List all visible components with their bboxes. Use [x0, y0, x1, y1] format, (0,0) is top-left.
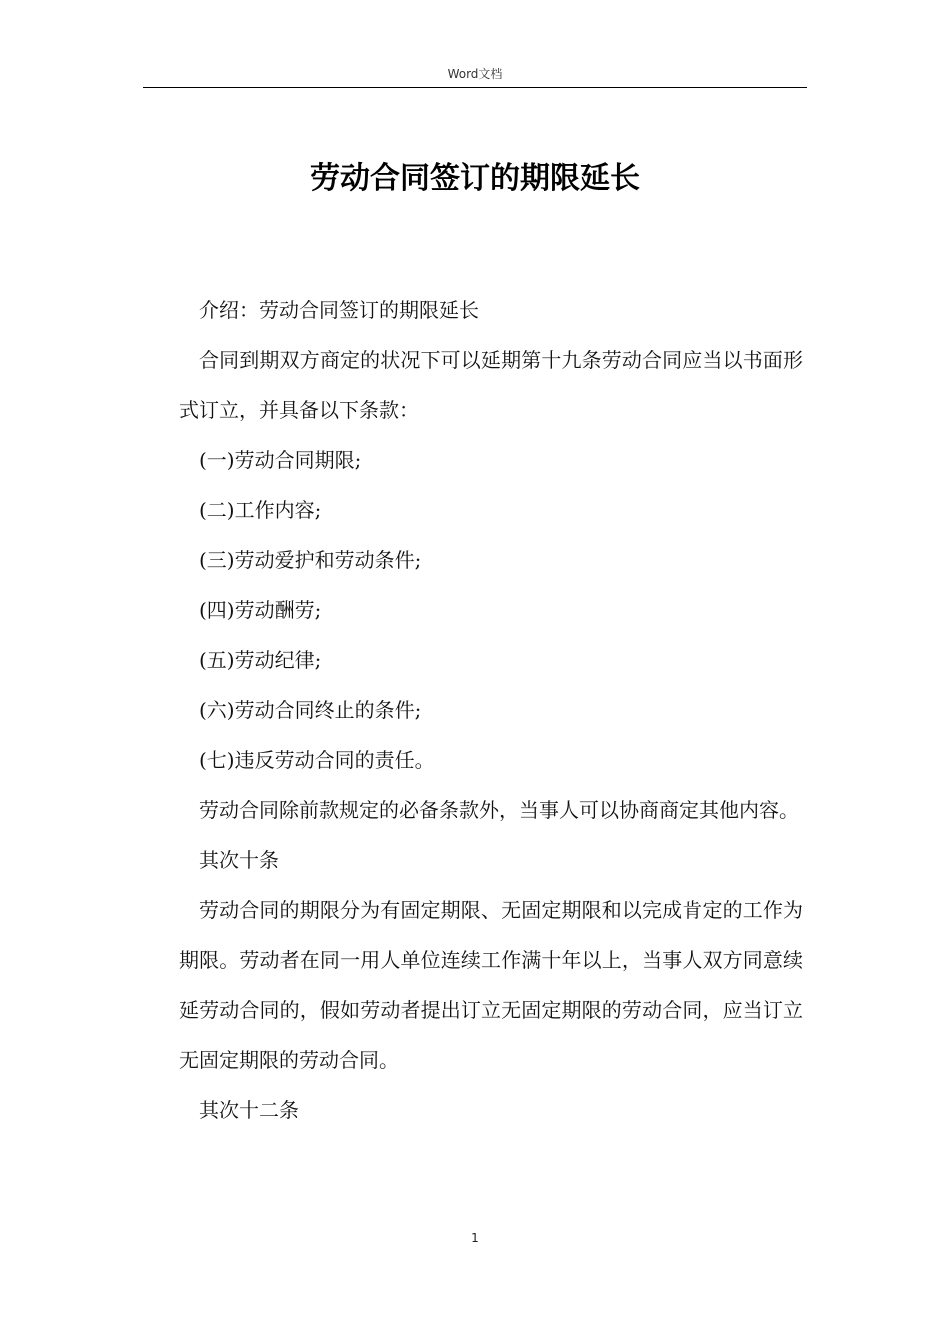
clause-item-3: (三)劳动爱护和劳动条件; [199, 548, 422, 572]
clause-item-5: (五)劳动纪律; [199, 648, 322, 672]
page-header: Word文档 [447, 67, 503, 81]
paragraph-article-19: 合同到期双方商定的状况下可以延期第十九条劳动合同应当以书面形式订立，并具备以下条款： [179, 348, 803, 422]
clause-item-6: (六)劳动合同终止的条件; [199, 698, 422, 722]
document-body [179, 285, 803, 1135]
clause-item-2: (二)工作内容; [199, 498, 322, 522]
paragraph-other-terms: 劳动合同除前款规定的必备条款外，当事人可以协商商定其他内容。 [199, 798, 799, 822]
page-number: 1 [471, 1231, 479, 1245]
header-divider [143, 87, 807, 88]
article-heading-20: 其次十条 [199, 848, 279, 872]
article-heading-22: 其次十二条 [199, 1098, 299, 1122]
clause-item-7: (七)违反劳动合同的责任。 [199, 748, 435, 772]
paragraph-intro: 介绍：劳动合同签订的期限延长 [199, 298, 479, 322]
paragraph-article-20: 劳动合同的期限分为有固定期限、无固定期限和以完成肯定的工作为期限。劳动者在同一用人单位连续工作满十年以上，当事人双方同意续延劳动合同的，假如劳动者提出订立无固定期限的劳动合同，应当订立无固定期限的劳动合同。 [179, 898, 803, 1072]
clause-item-1: (一)劳动合同期限; [199, 448, 362, 472]
document-title: 劳动合同签订的期限延长 [310, 161, 640, 196]
clause-item-4: (四)劳动酬劳; [199, 598, 322, 622]
